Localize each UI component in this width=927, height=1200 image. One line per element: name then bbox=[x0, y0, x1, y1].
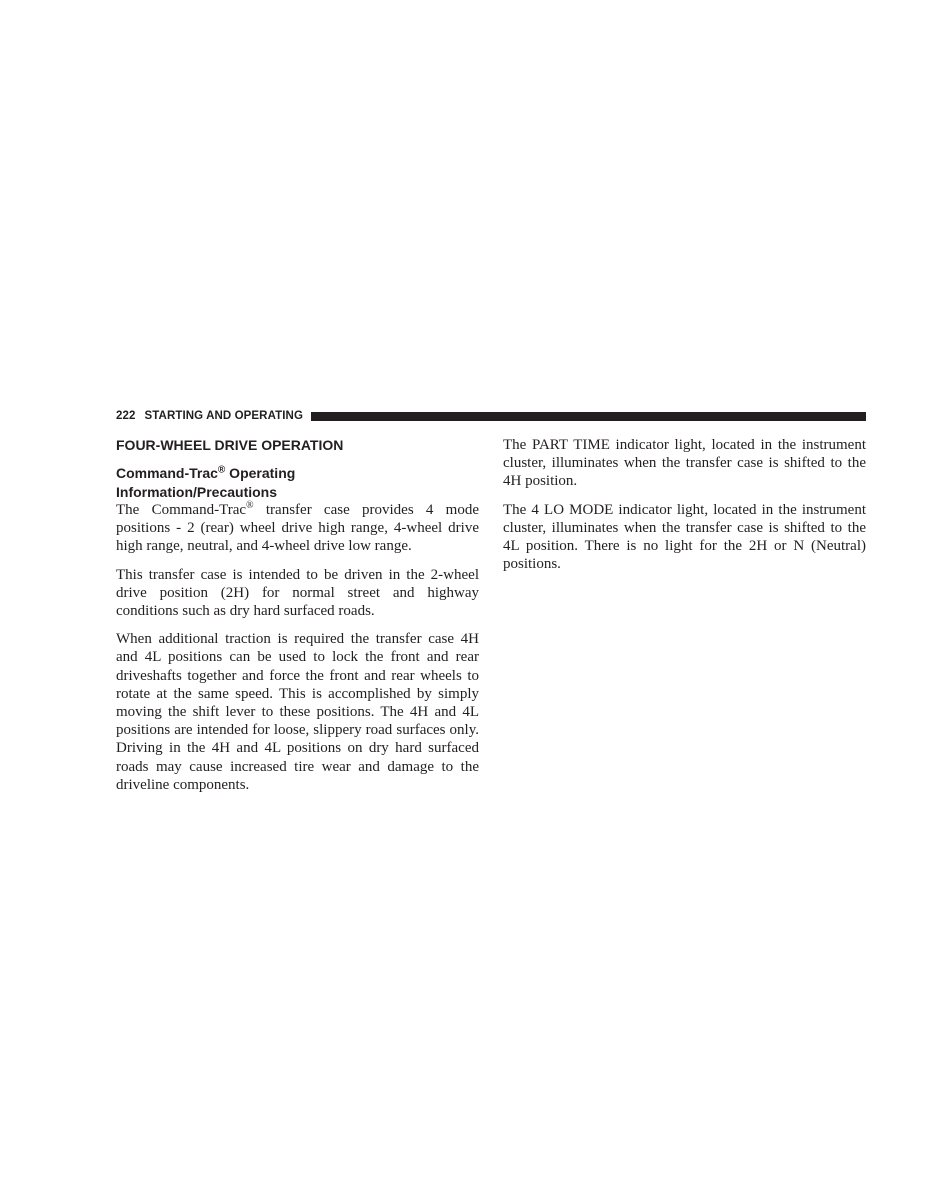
paragraph-traction: When additional traction is required the transfer case 4H and 4L positions can be used to lock the front and rear driveshafts together and force the front and rear wheels to rotate at the same speed. This is accomplished by simply moving the shift lever to these positions. The 4H and 4L positions are intended for loose, slippery road surfaces only. Driving in the 4H and 4L positions on dry hard surfaced roads may cause increased tire wear and damage to the driveline components. bbox=[116, 631, 479, 793]
subheading bbox=[116, 464, 479, 501]
left-column bbox=[116, 436, 479, 804]
subheading-suffix: Operating bbox=[225, 465, 296, 481]
p1-rest: transfer case provides 4 mode positions - 2 (rear) wheel drive high range, 4-wheel drive high range, neutral, and 4-wheel drive low range. bbox=[116, 502, 479, 555]
page-header bbox=[116, 408, 866, 424]
paragraph-part-time: The PART TIME indicator light, located in the instrument cluster, illuminates when the transfer case is shifted to the 4H position. bbox=[503, 437, 866, 490]
registered-mark: ® bbox=[217, 464, 226, 476]
paragraph-2wd: This transfer case is intended to be driven in the 2-wheel drive position (2H) for normal street and highway conditions such as dry hard surfaced roads. bbox=[116, 566, 479, 620]
paragraph-4lo: The 4 LO MODE indicator light, located in the instrument cluster, illuminates when the transfer case is shifted to the 4L position. There is no light for the 2H or N (Neutral) positions. bbox=[503, 501, 866, 573]
paragraph-modes bbox=[116, 501, 479, 556]
section-title: STARTING AND OPERATING bbox=[144, 410, 304, 422]
subheading-prefix: Command-Trac bbox=[116, 465, 218, 481]
header-rule bbox=[311, 412, 866, 421]
right-column bbox=[503, 436, 866, 583]
page-number: 222 bbox=[116, 410, 136, 422]
p1-registered-mark: ® bbox=[246, 500, 254, 511]
main-heading: FOUR-WHEEL DRIVE OPERATION bbox=[116, 437, 344, 453]
subheading-line2: Information/Precautions bbox=[116, 483, 278, 500]
p1-prefix: The Command-Trac bbox=[116, 502, 247, 518]
